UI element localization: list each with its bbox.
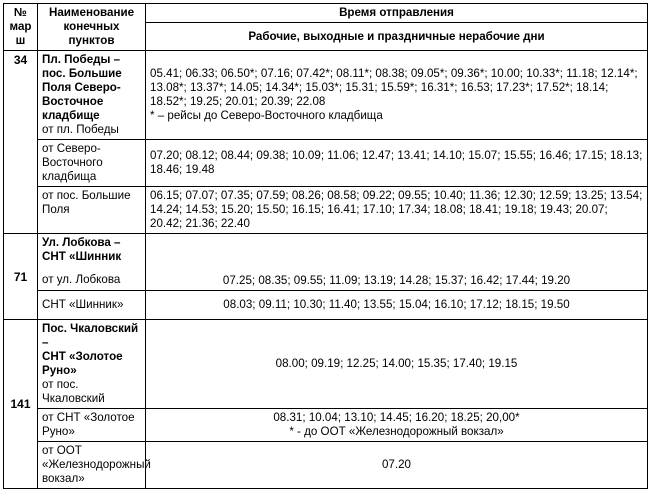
- table-row: [4, 291, 648, 320]
- route-number: 34: [4, 51, 38, 234]
- route-number: 71: [4, 234, 38, 320]
- table-row: [4, 51, 648, 140]
- route-from-cell: [38, 320, 146, 409]
- route-times: 05.41; 06.33; 06.50*; 07.16; 07.42*; 08.11*; 08.38; 09.05*; 09.36*; 10.00; 10.33*; 11.18; 12.14*; 13.08*; 13.37*; 14.05; 14.34*; 15.03*; 15.31; 15.59*; 16.31*; 16.53; 17.23*; 17.52*; 18.14; 18.52*; 19.25; 20.01; 20.39; 22.08: [150, 67, 638, 108]
- route-from: от СНТ «Золотое Руно»: [38, 409, 146, 442]
- route-title: Пл. Победы – пос. Большие Поля Северо-Восточное кладбище: [42, 53, 122, 122]
- header-days: Рабочие, выходные и праздничные нерабочие дни: [146, 23, 648, 51]
- route-times: 08.03; 09.11; 10.30; 11.40; 13.55; 15.04; 16.10; 17.12; 18.15; 19.50: [146, 291, 648, 320]
- route-title-line1: Пос. Чкаловский –: [42, 322, 139, 349]
- header-row: [4, 4, 648, 23]
- table-row: [4, 140, 648, 187]
- route-from-cell: [38, 51, 146, 140]
- route-times: 08.00; 09.19; 12.25; 14.00; 15.35; 17.40; 19.15: [146, 320, 648, 409]
- table-row: [4, 409, 648, 442]
- route-from: от пос. Большие Поля: [38, 187, 146, 234]
- route-from: от пл. Победы: [42, 123, 119, 136]
- route-times-cell: [146, 51, 648, 140]
- table-row: [4, 320, 648, 409]
- route-from: от пос. Чкаловский: [42, 378, 105, 405]
- schedule-wrapper: [3, 3, 648, 489]
- header-end-points: Наименование конечных пунктов: [38, 4, 146, 51]
- route-times: 07.25; 08.35; 09.55; 11.09; 13.19; 14.28; 15.37; 16.42; 17.44; 19.20: [146, 234, 648, 291]
- route-from: от Северо-Восточного кладбища: [38, 140, 146, 187]
- table-row: [4, 187, 648, 234]
- route-times: 08.31; 10.04; 13.10; 14.45; 16.20; 18.25; 20,00*: [273, 411, 520, 424]
- route-times: 06.15; 07.07; 07.35; 07.59; 08.26; 08.58; 09.22; 09.55; 10.40; 11.36; 12.30; 12.59; 13.25; 13.54; 14.24; 14.53; 15.20; 15.50; 16.15; 16.41; 17.10; 17.34; 18.08; 18.41; 19.18; 19.43; 20.07; 20.42; 21.36; 22.40: [146, 187, 648, 234]
- table-row: [4, 234, 648, 291]
- route-times: 07.20: [146, 442, 648, 489]
- route-number: 141: [4, 320, 38, 489]
- table-row: [4, 442, 648, 489]
- schedule-table: [3, 3, 648, 489]
- route-from: от ул. Лобкова: [42, 273, 121, 286]
- route-note: * - до ООТ «Железнодорожный вокзал»: [289, 425, 504, 438]
- header-route-number: № мар ш: [4, 4, 38, 51]
- route-title: Ул. Лобкова – СНТ «Шинник: [42, 236, 122, 263]
- route-title-line2: СНТ «Золотое Руно»: [42, 350, 123, 377]
- route-from: от ООТ «Железнодорожный вокзал»: [38, 442, 146, 489]
- header-departure-time: Время отправления: [146, 4, 648, 23]
- route-note: * – рейсы до Северо-Восточного кладбища: [150, 109, 383, 122]
- route-from: СНТ «Шинник»: [38, 291, 146, 320]
- route-from-cell: [38, 234, 146, 291]
- route-times: 07.20; 08.12; 08.44; 09.38; 10.09; 11.06; 12.47; 13.41; 14.10; 15.07; 15.55; 16.46; 17.15; 18.13; 18.46; 19.48: [146, 140, 648, 187]
- route-times-cell: [146, 409, 648, 442]
